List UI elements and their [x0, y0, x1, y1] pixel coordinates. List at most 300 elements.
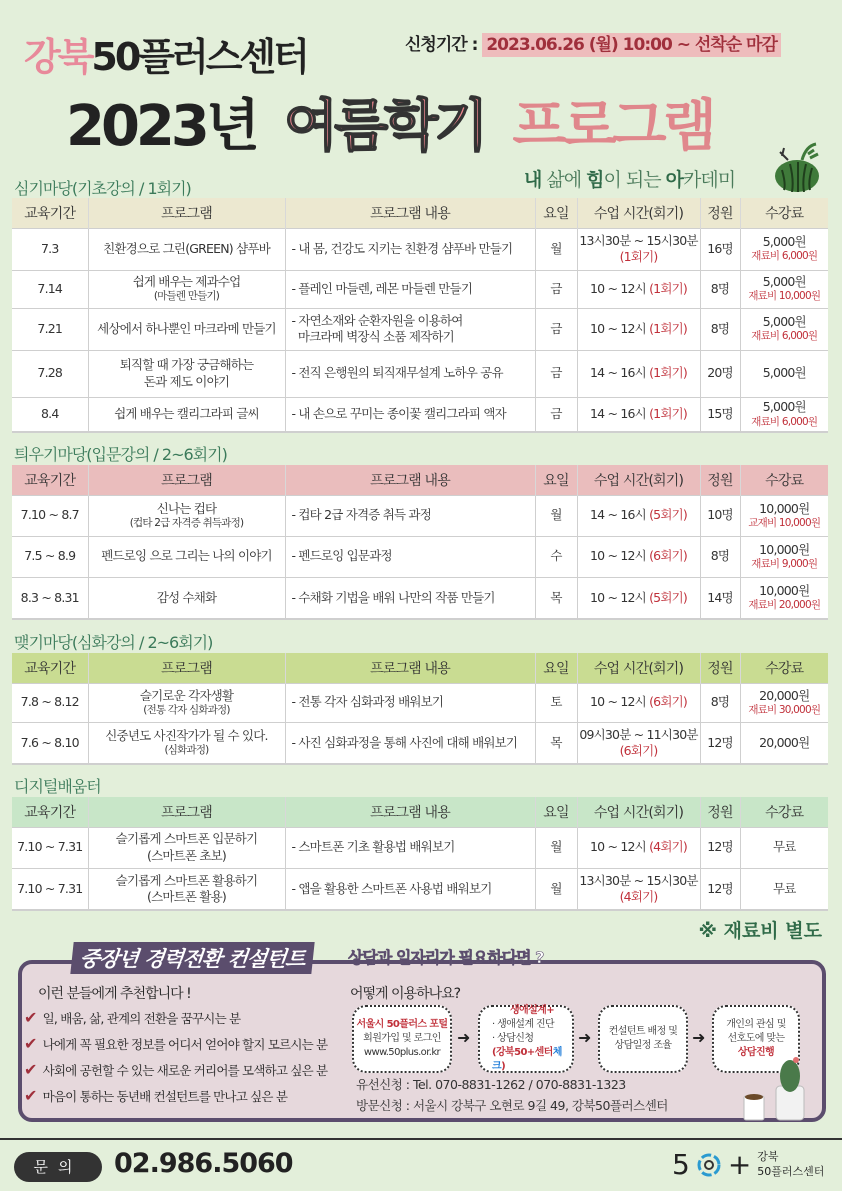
tuition-fee: 5,000원: [762, 234, 806, 250]
cell-day: [535, 228, 577, 270]
cell-capacity: [700, 397, 740, 432]
cell-program: [88, 577, 285, 619]
step-text: 선호도에 맞는: [727, 1033, 785, 1044]
recommend-item: [24, 1060, 327, 1079]
cell-program: [88, 536, 285, 577]
class-time: 13시30분 ~ 15시30분: [579, 872, 698, 888]
apply-value: 2023.06.26 (월) 10:00 ~ 선착순 마감: [482, 33, 781, 57]
day: 월: [550, 240, 562, 256]
program-name: 친환경으로 그린(GREEN) 샴푸바: [103, 240, 270, 256]
logo-plus: +: [727, 1148, 752, 1181]
logo-ring-icon: [696, 1152, 722, 1178]
cell-period: [12, 308, 88, 350]
application-period: [405, 30, 781, 55]
column-header: 요일: [535, 198, 577, 228]
column-header: 프로그램 내용: [285, 198, 535, 228]
program-content: - 플레인 마들렌, 레몬 마들렌 만들기: [291, 280, 473, 296]
capacity: 8명: [710, 280, 730, 296]
cell-fee: [740, 495, 828, 536]
period: 8.3 ~ 8.31: [20, 589, 79, 605]
table-header-row: [12, 797, 828, 827]
cell-content: [285, 536, 535, 577]
slogan-part: 카데미: [683, 169, 736, 191]
program-content: - 전통 각자 심화과정 배워보기: [291, 694, 444, 710]
cell-time: [577, 827, 700, 868]
material-fee: 재료비 6,000원: [751, 330, 818, 343]
tuition-fee: 무료: [772, 839, 796, 855]
day: 토: [550, 694, 562, 710]
cell-fee: [740, 397, 828, 432]
logo-number: 5: [672, 1148, 690, 1181]
cactus-cup-illustration: [740, 1050, 810, 1122]
cell-content: [285, 683, 535, 722]
section-label: 맺기마당(심화강의 / 2~6회기): [14, 633, 213, 652]
class-time: 14 ~ 16시: [590, 365, 650, 381]
cell-content: [285, 577, 535, 619]
program-content: - 내 몸, 건강도 지키는 친환경 샴푸바 만들기: [291, 240, 513, 256]
program-subtitle: (전통 각자 심화과정): [143, 703, 230, 716]
day: 금: [550, 406, 562, 422]
step-title: 생애설계+: [509, 1005, 555, 1016]
step-life-design: [478, 1005, 574, 1073]
cell-capacity: [700, 270, 740, 308]
column-header: 수업 시간(회기): [577, 797, 700, 827]
day: 금: [550, 365, 562, 381]
table-row: [12, 827, 828, 868]
table-row: [12, 270, 828, 308]
cell-day: [535, 868, 577, 910]
capacity: 10명: [707, 507, 733, 523]
cell-fee: [740, 868, 828, 910]
column-header: 정원: [700, 198, 740, 228]
cell-program: [88, 228, 285, 270]
session-count: (5회기): [649, 507, 687, 523]
tuition-fee: 20,000원: [759, 734, 810, 750]
day: 목: [550, 589, 562, 605]
cell-program: [88, 683, 285, 722]
material-fee: 재료비 30,000원: [748, 703, 821, 716]
program-name: 세상에서 하나뿐인 마크라메 만들기: [97, 320, 276, 336]
cell-capacity: [700, 722, 740, 764]
cell-capacity: [700, 228, 740, 270]
column-header: 정원: [700, 465, 740, 495]
table-header-row: [12, 198, 828, 228]
phone-application: 유선신청 : Tel. 070-8831-1262 / 070-8831-1323: [356, 1077, 626, 1092]
step-text: · 상담신청: [492, 1033, 534, 1044]
step-text: 개인의 관심 및: [726, 1019, 786, 1030]
visit-application: 방문신청 : 서울시 강북구 오현로 9길 49, 강북50플러스센터: [356, 1098, 668, 1113]
program-content: - 컵타 2급 자격증 취득 과정: [291, 507, 431, 523]
column-header: 프로그램: [88, 198, 285, 228]
column-header: 교육기간: [12, 653, 88, 683]
program-subtitle: (컵타 2급 자격증 취득과정): [129, 516, 244, 529]
period: 7.6 ~ 8.10: [20, 734, 79, 750]
cell-time: [577, 536, 700, 577]
day: 금: [550, 320, 562, 336]
cell-day: [535, 827, 577, 868]
column-header: 프로그램: [88, 797, 285, 827]
step-tag-close: ): [501, 1061, 506, 1072]
cell-capacity: [700, 868, 740, 910]
cell-capacity: [700, 308, 740, 350]
material-fee: 교재비 10,000원: [748, 516, 821, 529]
cell-period: [12, 868, 88, 910]
tuition-fee: 5,000원: [762, 365, 806, 381]
title-season: 여름학기: [283, 93, 485, 159]
program-name: 퇴직할 때 가장 궁금해하는 돈과 제도 이야기: [119, 357, 254, 389]
check-icon: ✔: [24, 1008, 37, 1027]
table-row: [12, 350, 828, 397]
column-header: 프로그램 내용: [285, 465, 535, 495]
cell-time: [577, 228, 700, 270]
period: 7.3: [41, 240, 59, 256]
cell-content: [285, 397, 535, 432]
program-name: 신나는 컵타: [156, 500, 217, 516]
section-label: 디지털배움터: [14, 777, 101, 796]
material-fee-note: ※ 재료비 별도: [698, 920, 822, 942]
material-fee: 재료비 6,000원: [751, 415, 818, 428]
capacity: 20명: [707, 365, 733, 381]
period: 7.10 ~ 8.7: [20, 507, 79, 523]
material-fee: 재료비 20,000원: [748, 599, 821, 612]
cell-time: [577, 397, 700, 432]
cell-program: [88, 308, 285, 350]
cell-capacity: [700, 577, 740, 619]
check-icon: ✔: [24, 1060, 37, 1079]
cell-content: [285, 722, 535, 764]
material-fee: 재료비 9,000원: [751, 557, 818, 570]
material-fee: 재료비 10,000원: [748, 290, 821, 303]
recommend-text: 나에게 꼭 필요한 정보를 어디서 얻어야 할지 모르시는 분: [42, 1037, 328, 1052]
brand-accent: 강북: [24, 35, 92, 79]
cell-period: [12, 270, 88, 308]
cell-program: [88, 397, 285, 432]
session-count: (1회기): [649, 280, 687, 296]
cell-day: [535, 536, 577, 577]
table-row: [12, 577, 828, 619]
column-header: 수강료: [765, 804, 804, 821]
consultant-subtitle: 상담과 일자리가 필요하다면 ?: [348, 948, 544, 967]
arrow-icon: ➜: [692, 1028, 706, 1047]
period: 7.10 ~ 7.31: [17, 839, 83, 855]
step-text: 상담일정 조율: [614, 1040, 672, 1051]
cell-program: [88, 270, 285, 308]
session-count: (5회기): [649, 589, 687, 605]
section-label: 심기마당(기초강의 / 1회기): [14, 179, 191, 198]
day: 금: [550, 280, 562, 296]
program-subtitle: (마들렌 만들기): [153, 290, 220, 303]
program-name: 펜드로잉 으로 그리는 나의 이야기: [101, 548, 272, 564]
cell-period: [12, 577, 88, 619]
column-header: 정원: [700, 797, 740, 827]
cell-content: [285, 350, 535, 397]
table-row: [12, 228, 828, 270]
class-time: 10 ~ 12시: [590, 589, 650, 605]
column-header: 교육기간: [12, 797, 88, 827]
program-name: 슬기롭게 스마트폰 활용하기 (스마트폰 활용): [115, 872, 258, 904]
program-subtitle: (심화과정): [164, 744, 209, 757]
cell-capacity: [700, 536, 740, 577]
cell-fee: [740, 308, 828, 350]
cell-fee: [740, 683, 828, 722]
capacity: 8명: [710, 320, 730, 336]
day: 목: [550, 734, 562, 750]
session-count: (1회기): [649, 365, 687, 381]
session-count: (4회기): [619, 888, 658, 904]
recommend-item: [24, 1086, 287, 1105]
capacity: 15명: [707, 406, 733, 422]
section-label: 틔우기마당(입문강의 / 2~6회기): [14, 445, 227, 464]
session-count: (4회기): [649, 839, 687, 855]
class-time: 14 ~ 16시: [590, 507, 650, 523]
program-content: - 사진 심화과정을 통해 사진에 대해 배워보기: [291, 734, 518, 750]
program-table: [12, 797, 828, 911]
cell-program: [88, 350, 285, 397]
cell-day: [535, 308, 577, 350]
recommend-item: [24, 1034, 327, 1053]
program-content: - 앱을 활용한 스마트폰 사용법 배워보기: [291, 880, 492, 896]
cell-program: [88, 868, 285, 910]
cell-content: [285, 868, 535, 910]
day: 월: [550, 839, 562, 855]
recommend-heading: 이런 분들에게 추천합니다 !: [38, 986, 191, 1002]
column-header: 교육기간: [12, 198, 88, 228]
program-content: - 스마트폰 기초 활용법 배워보기: [291, 839, 455, 855]
program-content: - 전직 은행원의 퇴직재무설계 노하우 공유: [291, 365, 503, 381]
cell-content: [285, 308, 535, 350]
session-count: (1회기): [649, 320, 687, 336]
recommend-text: 일, 배움, 삶, 관계의 전환을 꿈꾸시는 분: [42, 1011, 241, 1026]
step-title: 상담진행: [737, 1047, 775, 1058]
tuition-fee: 5,000원: [762, 274, 806, 290]
class-time: 10 ~ 12시: [590, 320, 650, 336]
class-time: 10 ~ 12시: [590, 280, 650, 296]
program-table: [12, 198, 828, 433]
column-header: 교육기간: [12, 465, 88, 495]
watermelon-icon: [772, 140, 822, 192]
logo-text: 50플러스센터: [757, 1164, 825, 1178]
period: 7.5 ~ 8.9: [24, 548, 76, 564]
column-header: 수업 시간(회기): [577, 653, 700, 683]
program-name: 신중년도 사진작가가 될 수 있다.: [105, 727, 268, 743]
cell-period: [12, 827, 88, 868]
class-time: 10 ~ 12시: [590, 839, 650, 855]
program-content: - 자연소재와 순환자원을 이용하여 마크라메 벽장식 소품 제작하기: [291, 312, 463, 344]
session-count: (1회기): [649, 406, 687, 422]
tuition-fee: 20,000원: [759, 687, 810, 703]
cell-program: [88, 827, 285, 868]
arrow-icon: ➜: [578, 1028, 592, 1047]
cell-content: [285, 495, 535, 536]
cell-capacity: [700, 683, 740, 722]
tuition-fee: 무료: [772, 880, 796, 896]
column-header: 수강료: [765, 472, 804, 489]
cell-day: [535, 722, 577, 764]
program-name: 슬기로운 각자생활: [139, 687, 234, 703]
capacity: 8명: [710, 548, 730, 564]
cell-fee: [740, 722, 828, 764]
table-row: [12, 397, 828, 432]
slogan: [524, 165, 735, 192]
session-count: (6회기): [649, 694, 687, 710]
column-header: 요일: [535, 797, 577, 827]
brand-rest: 50플러스센터: [91, 35, 307, 79]
apply-label: 신청기간 :: [405, 35, 483, 55]
slogan-part: 이 되는: [603, 169, 666, 191]
cell-fee: [740, 577, 828, 619]
table-row: [12, 683, 828, 722]
cell-time: [577, 683, 700, 722]
step-tag: (강북50+센터: [492, 1047, 553, 1058]
cell-content: [285, 827, 535, 868]
tuition-fee: 5,000원: [762, 399, 806, 415]
recommend-item: [24, 1008, 240, 1027]
column-header: 수강료: [765, 205, 804, 222]
period: 8.4: [41, 406, 59, 422]
day: 수: [550, 548, 562, 564]
table-row: [12, 722, 828, 764]
step-portal: [352, 1005, 452, 1073]
tuition-fee: 5,000원: [762, 314, 806, 330]
cell-day: [535, 577, 577, 619]
cell-capacity: [700, 827, 740, 868]
center-logo: [672, 1148, 824, 1181]
cell-program: [88, 495, 285, 536]
column-header: 요일: [535, 465, 577, 495]
column-header: 프로그램: [88, 653, 285, 683]
slogan-part: 삶에: [541, 169, 587, 191]
session-count: (6회기): [619, 742, 658, 758]
day: 월: [550, 880, 562, 896]
cell-period: [12, 228, 88, 270]
column-header: 정원: [700, 653, 740, 683]
table-row: [12, 308, 828, 350]
cell-capacity: [700, 350, 740, 397]
slogan-part: 아: [665, 169, 684, 191]
column-header: 요일: [535, 653, 577, 683]
class-time: 10 ~ 12시: [590, 548, 650, 564]
cell-time: [577, 270, 700, 308]
slogan-part: 힘: [586, 169, 604, 191]
column-header: 프로그램 내용: [285, 653, 535, 683]
cell-capacity: [700, 495, 740, 536]
cell-time: [577, 868, 700, 910]
consultant-title: 중장년 경력전환 컨설턴트: [70, 942, 314, 974]
cell-day: [535, 683, 577, 722]
column-header: 수업 시간(회기): [577, 465, 700, 495]
logo-text: 강북: [757, 1150, 779, 1164]
period: 7.8 ~ 8.12: [20, 694, 79, 710]
step-consultant-assign: [598, 1005, 688, 1073]
step-text: www.50plus.or.kr: [363, 1047, 441, 1058]
capacity: 8명: [710, 694, 730, 710]
column-header: 수업 시간(회기): [577, 198, 700, 228]
program-name: 쉽게 배우는 제과수업: [132, 274, 241, 290]
cell-time: [577, 350, 700, 397]
table-row: [12, 495, 828, 536]
cell-fee: [740, 270, 828, 308]
capacity: 12명: [707, 880, 733, 896]
cell-time: [577, 722, 700, 764]
period: 7.21: [37, 320, 63, 336]
class-time: 14 ~ 16시: [590, 406, 650, 422]
program-content: - 펜드로잉 입문과정: [291, 548, 392, 564]
recommend-text: 마음이 통하는 동년배 컨설턴트를 만나고 싶은 분: [42, 1089, 288, 1104]
inquiry-phone: 02.986.5060: [114, 1148, 293, 1179]
recommend-text: 사회에 공헌할 수 있는 새로운 커리어를 모색하고 싶은 분: [42, 1063, 328, 1078]
period: 7.28: [37, 365, 63, 381]
cell-time: [577, 577, 700, 619]
cell-day: [535, 350, 577, 397]
step-title: 서울시 50플러스 포털: [356, 1019, 448, 1030]
capacity: 14명: [707, 589, 733, 605]
session-count: (1회기): [619, 249, 658, 264]
cell-period: [12, 683, 88, 722]
class-time: 13시30분 ~ 15시30분: [579, 232, 698, 248]
program-table: [12, 653, 828, 765]
class-time: 10 ~ 12시: [590, 694, 650, 710]
cell-day: [535, 495, 577, 536]
cell-period: [12, 536, 88, 577]
program-name: 쉽게 배우는 캘리그라피 글씨: [114, 406, 259, 422]
class-time: 09시30분 ~ 11시30분: [579, 726, 698, 742]
table-row: [12, 868, 828, 910]
cell-time: [577, 495, 700, 536]
title-year: 2023년: [66, 94, 256, 159]
period: 7.14: [37, 280, 63, 296]
period: 7.10 ~ 7.31: [17, 880, 83, 896]
cell-period: [12, 495, 88, 536]
footer-divider: [0, 1138, 842, 1140]
tuition-fee: 10,000원: [759, 582, 810, 598]
cell-content: [285, 270, 535, 308]
material-fee: 재료비 6,000원: [751, 250, 818, 263]
program-name: 슬기롭게 스마트폰 입문하기 (스마트폰 초보): [115, 831, 258, 863]
program-content: - 내 손으로 꾸미는 종이꽃 캘리그라피 액자: [291, 406, 506, 422]
column-header: 수강료: [765, 660, 804, 677]
capacity: 12명: [707, 734, 733, 750]
cell-fee: [740, 228, 828, 270]
cell-period: [12, 350, 88, 397]
cell-day: [535, 270, 577, 308]
step-text: · 생애설계 진단: [492, 1019, 555, 1030]
column-header: 프로그램 내용: [285, 797, 535, 827]
title-program: 프로그램: [512, 94, 713, 159]
tuition-fee: 10,000원: [759, 500, 810, 516]
check-icon: ✔: [24, 1034, 37, 1053]
step-text: 회원가입 및 로그인: [363, 1033, 441, 1044]
step-text: 컨설턴트 배정 및: [608, 1026, 678, 1037]
cell-program: [88, 722, 285, 764]
cell-period: [12, 397, 88, 432]
cell-period: [12, 722, 88, 764]
session-count: (6회기): [649, 548, 687, 564]
how-to-heading: 어떻게 이용하나요?: [350, 986, 461, 1002]
column-header: 프로그램: [88, 465, 285, 495]
capacity: 16명: [707, 240, 733, 256]
table-header-row: [12, 653, 828, 683]
cell-day: [535, 397, 577, 432]
program-table: [12, 465, 828, 620]
cell-fee: [740, 350, 828, 397]
inquiry-badge: 문의: [14, 1152, 102, 1182]
page-title: [66, 82, 713, 162]
program-name: 감성 수채화: [156, 589, 217, 605]
cell-content: [285, 228, 535, 270]
table-header-row: [12, 465, 828, 495]
capacity: 12명: [707, 839, 733, 855]
slogan-part: 내: [524, 169, 542, 191]
